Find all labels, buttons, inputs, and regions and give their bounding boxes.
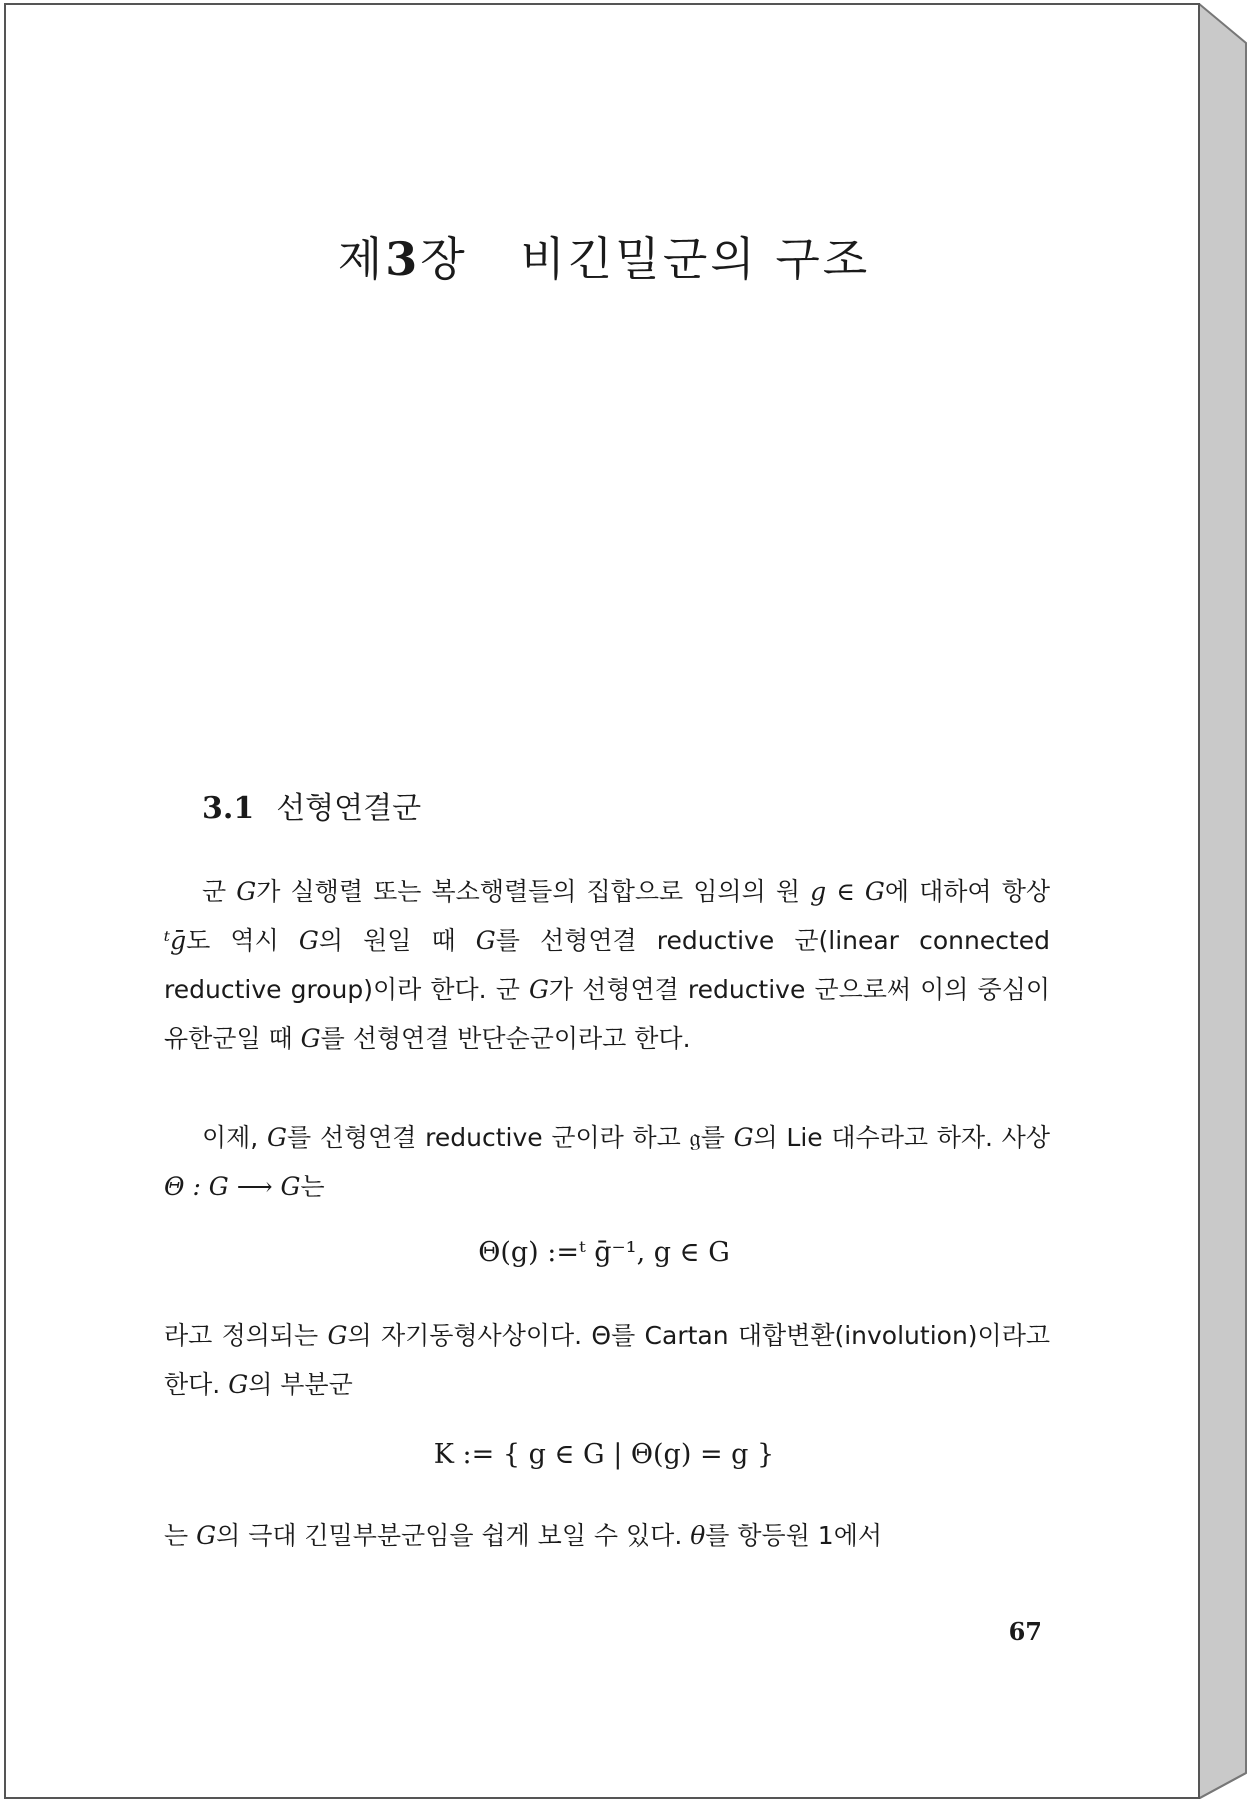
chapter-number: 3 <box>385 232 421 286</box>
page-edge-stack <box>1198 3 1250 1799</box>
text-run: 이제, <box>202 1123 267 1152</box>
text-run: 도 역시 <box>186 926 299 955</box>
math-symbol: G <box>327 1321 348 1350</box>
section-heading <box>202 783 421 827</box>
math-symbol: G <box>236 877 257 906</box>
math-symbol: G <box>266 1123 287 1152</box>
text-run: 를 항등원 1에서 <box>705 1521 882 1550</box>
chapter-title <box>6 223 1202 289</box>
math-symbol: G <box>298 926 319 955</box>
math-symbol: G <box>475 926 496 955</box>
text-run: 가 실행렬 또는 복소행렬들의 집합으로 임의의 원 <box>256 877 811 906</box>
math-symbol: G <box>228 1370 249 1399</box>
chapter-name: 비긴밀군의 구조 <box>520 232 871 286</box>
text-run: 의 부분군 <box>248 1370 353 1399</box>
paragraph-1 <box>164 867 1050 1063</box>
text-run: 의 원일 때 <box>318 926 476 955</box>
text-run: 를 선형연결 reductive 군이라 하고 <box>286 1123 690 1152</box>
chapter-suffix: 장 <box>420 232 468 286</box>
text-run: 에 대하여 항상 <box>884 877 1051 906</box>
math-expression: g ∈ G <box>810 877 885 906</box>
math-symbol: G <box>528 975 549 1004</box>
math-expression: ᵗḡ <box>164 926 187 955</box>
text-run: 를 선형연결 reductive 군(linear connected reductive group)이라 한다. 군 <box>164 926 1050 1004</box>
text-run: 라고 정의되는 <box>164 1321 328 1350</box>
math-symbol: θ <box>690 1521 706 1550</box>
math-symbol: G <box>733 1123 754 1152</box>
paragraph-2 <box>164 1113 1050 1211</box>
text-run: 가 선형연결 reductive 군으로써 이의 중심이 유한군일 때 <box>164 975 1050 1053</box>
text-run: 의 Lie 대수라고 하자. 사상 <box>753 1123 1050 1152</box>
math-symbol: G <box>300 1024 321 1053</box>
text-run: 를 <box>700 1123 734 1152</box>
text-run: 를 선형연결 반단순군이라고 한다. <box>320 1024 691 1053</box>
page <box>4 3 1200 1799</box>
text-run: 군 <box>202 877 237 906</box>
math-expression: Θ : G ⟶ G <box>164 1172 301 1201</box>
text-run: 는 <box>164 1521 197 1550</box>
page-number: 67 <box>1008 1617 1042 1646</box>
text-run: 의 극대 긴밀부분군임을 쉽게 보일 수 있다. <box>216 1521 691 1550</box>
math-symbol: 𝔤 <box>689 1123 701 1152</box>
text-run: 의 자기동형사상이다. Θ를 Cartan 대합변환(involution)이라고 한다. <box>164 1321 1050 1399</box>
section-name: 선형연결군 <box>276 791 422 826</box>
paragraph-3 <box>164 1311 1050 1409</box>
equation-subgroup-k: K := { g ∈ G | Θ(g) = g } <box>433 1439 775 1470</box>
equation-cartan: Θ(g) :=ᵗ ḡ⁻¹, g ∈ G <box>478 1237 730 1268</box>
math-symbol: G <box>196 1521 217 1550</box>
paragraph-4 <box>164 1511 1050 1560</box>
chapter-prefix: 제 <box>337 232 386 286</box>
text-run: 는 <box>300 1172 325 1201</box>
section-number: 3.1 <box>202 791 255 826</box>
